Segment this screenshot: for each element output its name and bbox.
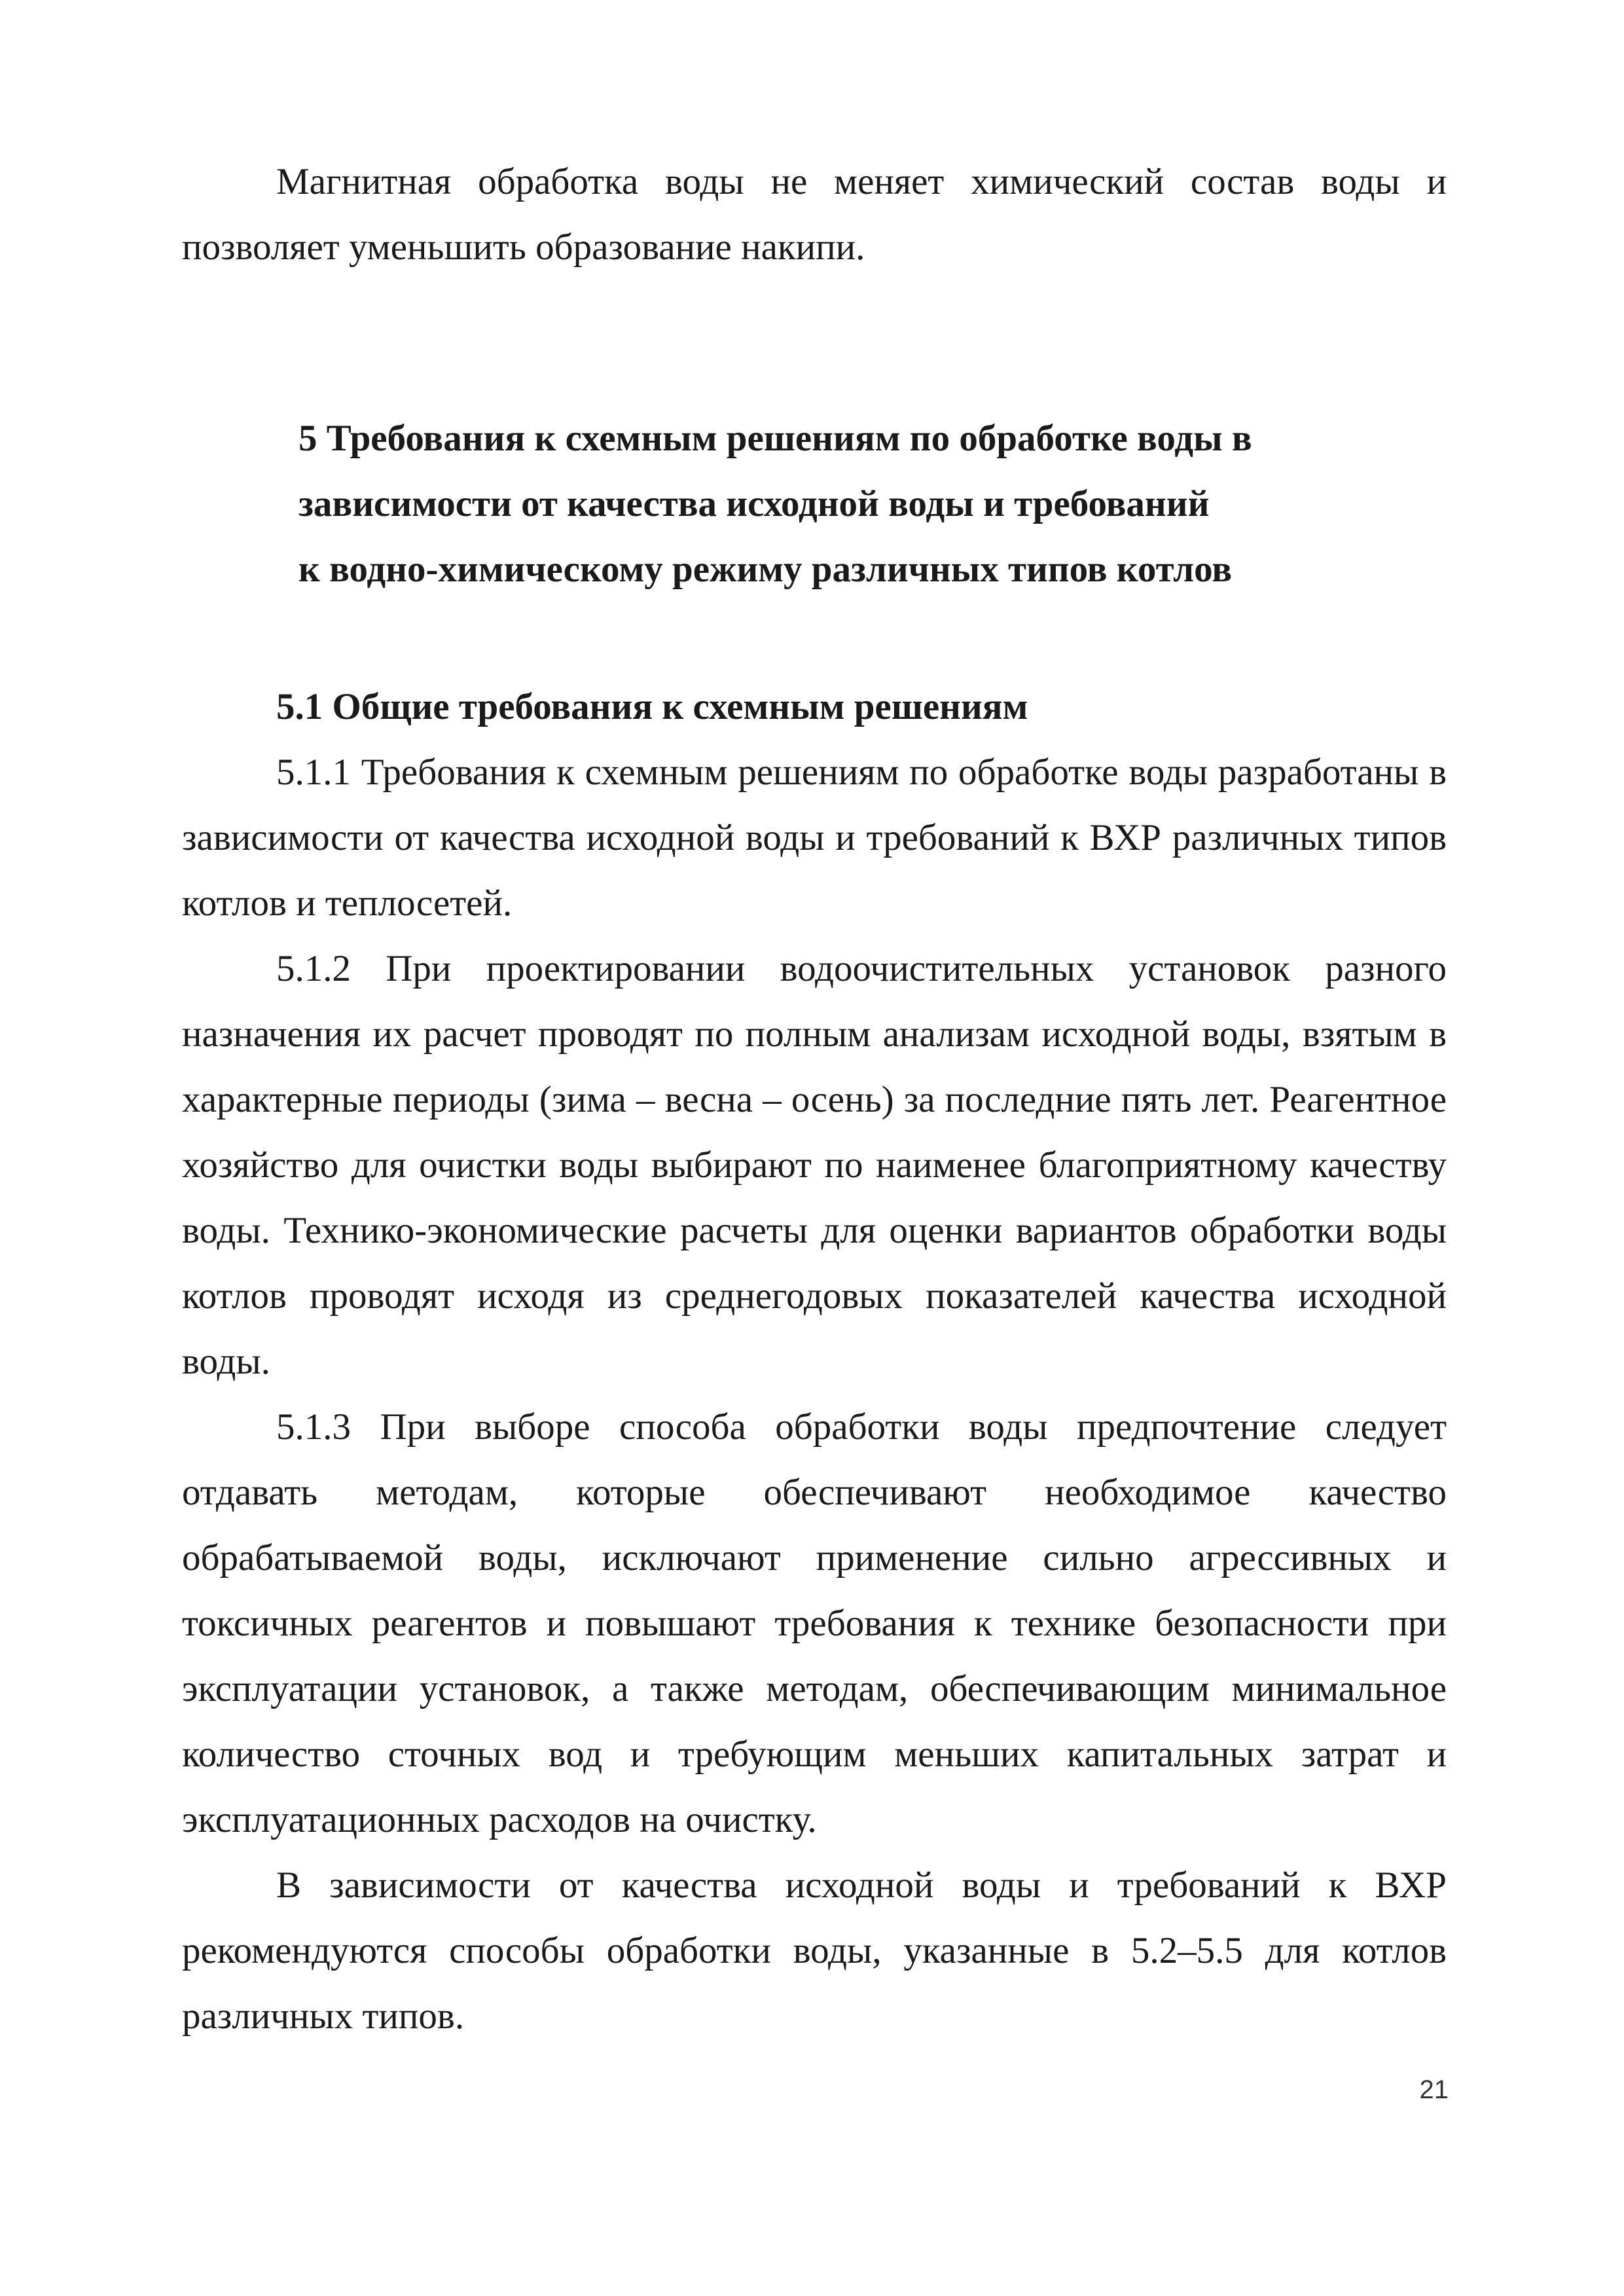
intro-paragraph: Магнитная обработка воды не меняет химический состав воды и позволяет уменьшить образование накипи. — [182, 161, 1447, 268]
paragraph-5-1-3: 5.1.3 При выборе способа обработки воды предпочтение следует отдавать методам, которые обеспечивают необходимое качество обрабатываемой воды, исключают применение сильно агрессивных и токсичных реагентов и повышают требования к технике безопасности при эксплуатации установок, а также методам, обеспечивающим минимальное количество сточных вод и требующим меньших капитальных затрат и эксплуатационных расходов на очистку. — [182, 1406, 1447, 1840]
section-heading — [298, 406, 1411, 602]
section-heading-line-1: 5 Требования к схемным решениям по обработке воды в — [298, 418, 1252, 459]
paragraph-5-1-2: 5.1.2 При проектировании водоочистительных установок разного назначения их расчет проводят по полным анализам исходной воды, взятым в характерные периоды (зима – весна – осень) за последние пять лет. Реагентное хозяйство для очистки воды выбирают по наименее благоприятному качеству воды. Технико-экономические расчеты для оценки вариантов обработки воды котлов проводят исходя из среднегодовых показателей качества исходной воды. — [182, 948, 1447, 1382]
section-body — [182, 740, 1447, 2049]
paragraph-5-1-1: 5.1.1 Требования к схемным решениям по обработке воды разработаны в зависимости от качества исходной воды и требований к ВХР различных типов котлов и теплосетей. — [182, 752, 1447, 924]
intro-block — [182, 149, 1447, 280]
section-heading-line-2: зависимости от качества исходной воды и требований — [298, 483, 1210, 524]
subsection-heading: 5.1 Общие требования к схемным решениям — [276, 686, 1028, 727]
page-number: 21 — [1419, 2075, 1449, 2104]
paragraph-recommendation: В зависимости от качества исходной воды и требований к ВХР рекомендуются способы обработки воды, указанные в 5.2–5.5 для котлов различных типов. — [182, 1865, 1447, 2037]
section-heading-line-3: к водно-химическому режиму различных типов котлов — [298, 549, 1233, 590]
